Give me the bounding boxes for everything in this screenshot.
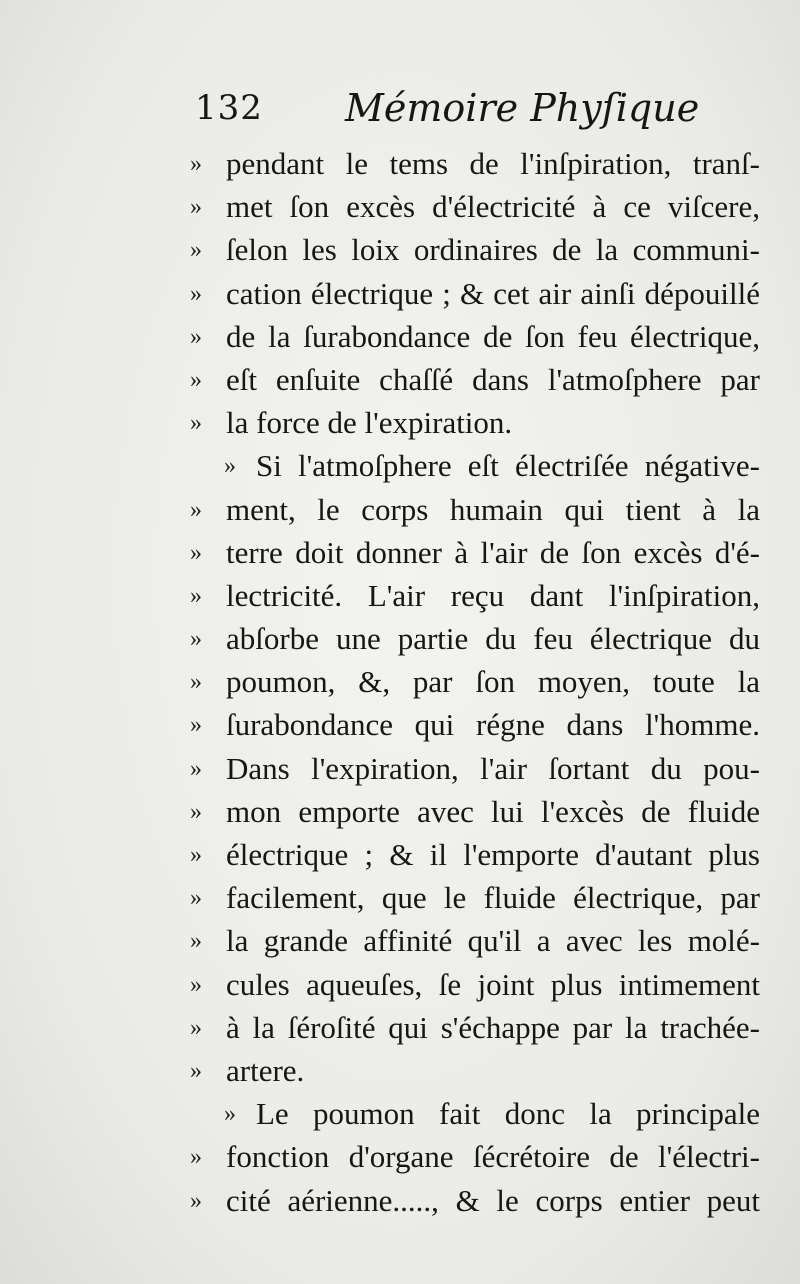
page-header (195, 88, 755, 138)
quote-mark: » (190, 885, 202, 912)
text-line (0, 488, 800, 531)
line-text: pendant le tems de l'inſpiration, tranſ- (226, 146, 760, 181)
text-line (0, 617, 800, 660)
text-line (0, 401, 800, 444)
line-text: ſelon les loix ordinaires de la communi- (226, 232, 760, 268)
quote-mark: » (190, 280, 202, 307)
line-text: abſorbe une partie du feu électrique du (226, 621, 760, 657)
line-text: facilement, que le fluide électrique, par (226, 880, 760, 916)
quote-mark: » (190, 410, 202, 437)
line-text: cité aérienne....., & le corps entier peut (226, 1182, 760, 1218)
quote-mark: » (224, 453, 236, 480)
text-line (0, 531, 800, 574)
text-line (0, 1179, 800, 1222)
text-line (0, 315, 800, 358)
line-text: fonction d'organe ſécrétoire de l'électri- (226, 1139, 760, 1175)
quote-mark: » (190, 755, 202, 782)
quote-mark: » (190, 1187, 202, 1214)
text-line (0, 272, 800, 315)
text-line (0, 228, 800, 271)
quote-mark: » (190, 798, 202, 825)
quote-mark: » (190, 842, 202, 868)
line-text: de la ſurabondance de ſon feu électrique, (226, 318, 760, 354)
text-line (0, 703, 800, 746)
body-text (0, 142, 800, 1222)
line-text: ment, le corps humain qui tient à la (226, 491, 760, 527)
quote-mark: » (190, 1057, 202, 1084)
quote-mark: » (190, 1014, 202, 1041)
quote-mark: » (190, 366, 202, 393)
text-line (0, 444, 800, 487)
line-text: électrique ; & il l'emporte d'autant plus (226, 837, 760, 872)
text-line (0, 876, 800, 919)
quote-mark: » (190, 323, 202, 350)
text-line (0, 790, 800, 833)
text-line (0, 185, 800, 228)
line-text: cation électrique ; & cet air ainſi dépouillé (226, 275, 760, 311)
quote-mark: » (190, 539, 202, 566)
page-number: 132 (195, 88, 263, 128)
quote-mark: » (190, 151, 202, 177)
line-text: la grande affinité qu'il a avec les molé- (226, 923, 760, 959)
text-line (0, 660, 800, 703)
quote-mark: » (190, 237, 202, 264)
text-line (0, 1092, 800, 1135)
line-text: met ſon excès d'électricité à ce viſcere, (226, 189, 760, 225)
line-text: à la ſéroſité qui s'échappe par la trachée- (226, 1009, 760, 1045)
quote-mark: » (190, 928, 202, 955)
line-text: mon emporte avec lui l'excès de fluide (226, 793, 760, 829)
line-text: artere. (226, 1052, 305, 1088)
line-text: Si l'atmoſphere eſt électriſée négative- (256, 448, 760, 484)
text-line (0, 574, 800, 617)
line-text: lectricité. L'air reçu dant l'inſpiration, (226, 577, 760, 613)
quote-mark: » (190, 626, 202, 653)
running-title: Mémoire Phyſique (345, 86, 700, 130)
text-line (0, 1049, 800, 1092)
quote-mark: » (190, 1144, 202, 1171)
text-line (0, 833, 800, 876)
quote-mark: » (190, 669, 202, 696)
text-line (0, 747, 800, 790)
quote-mark: » (190, 496, 202, 523)
text-line (0, 1006, 800, 1049)
text-line (0, 919, 800, 962)
line-text: la force de l'expiration. (226, 405, 513, 441)
text-line (0, 358, 800, 401)
quote-mark: » (190, 582, 202, 609)
line-text: poumon, &, par ſon moyen, toute la (226, 664, 760, 700)
line-text: terre doit donner à l'air de ſon excès d'é- (226, 534, 760, 570)
text-line (0, 142, 800, 185)
line-text: eſt enſuite chaſſé dans l'atmoſphere par (226, 361, 760, 397)
line-text: ſurabondance qui régne dans l'homme. (226, 707, 760, 743)
quote-mark: » (190, 194, 202, 221)
quote-mark: » (190, 712, 202, 739)
line-text: Dans l'expiration, l'air ſortant du pou- (226, 750, 760, 786)
text-line (0, 1135, 800, 1178)
line-text: Le poumon fait donc la principale (256, 1096, 760, 1132)
quote-mark: » (190, 971, 202, 998)
text-line (0, 963, 800, 1006)
line-text: cules aqueuſes, ſe joint plus intimement (226, 966, 760, 1002)
quote-mark: » (224, 1101, 236, 1128)
